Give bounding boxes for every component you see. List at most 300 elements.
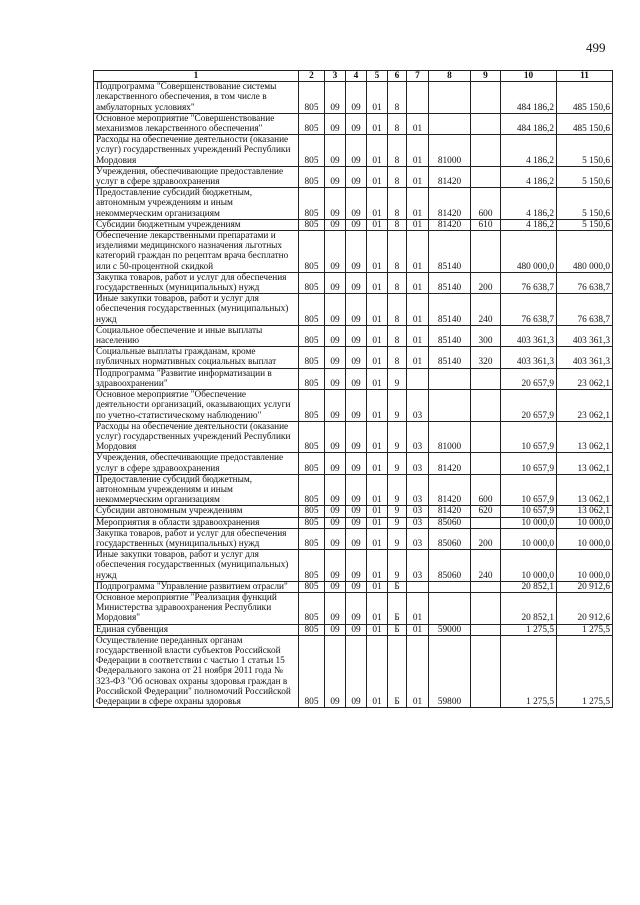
code-direction-cell: 81420	[429, 453, 471, 474]
item-name-cell: Подпрограмма "Развитие информатизации в здравоохранении"	[94, 368, 299, 389]
code-expense-type-cell	[471, 635, 501, 707]
item-name-cell: Учреждения, обеспечивающие предоставление услуг в сфере здравоохранения	[94, 453, 299, 474]
code-measure-cell: 03	[407, 421, 429, 453]
code-program-cell: 01	[367, 624, 388, 635]
amount-year-2-cell: 485 150,6	[557, 113, 613, 134]
table-row	[94, 347, 613, 368]
item-name-cell: Основное мероприятие "Совершенствование механизмов лекарственного обеспечения"	[94, 113, 299, 134]
code-ministry-cell: 805	[299, 166, 325, 187]
code-program-cell: 01	[367, 550, 388, 582]
code-measure-cell: 01	[407, 231, 429, 273]
code-measure-cell: 01	[407, 635, 429, 707]
table-row	[94, 113, 613, 134]
page-number: 499	[586, 40, 606, 55]
amount-year-2-cell: 23 062,1	[557, 368, 613, 389]
code-expense-type-cell	[471, 592, 501, 624]
table-row	[94, 550, 613, 582]
amount-year-2-cell: 1 275,5	[557, 624, 613, 635]
amount-year-2-cell: 10 000,0	[557, 550, 613, 582]
code-subsection-cell: 09	[346, 325, 367, 346]
code-section-cell: 09	[325, 325, 346, 346]
code-ministry-cell: 805	[299, 390, 325, 422]
column-header: 7	[407, 71, 429, 82]
code-program-cell: 01	[367, 325, 388, 346]
item-name-cell: Подпрограмма "Совершенствование системы лекарственного обеспечения, в том числе в амбулаторных условиях"	[94, 82, 299, 114]
code-subprogram-cell: 9	[388, 421, 407, 453]
code-expense-type-cell	[471, 113, 501, 134]
table-row	[94, 453, 613, 474]
code-subprogram-cell: Б	[388, 592, 407, 624]
code-ministry-cell: 805	[299, 231, 325, 273]
amount-year-1-cell: 20 657,9	[501, 390, 557, 422]
amount-year-2-cell: 403 361,3	[557, 347, 613, 368]
code-expense-type-cell	[471, 390, 501, 422]
code-measure-cell: 01	[407, 325, 429, 346]
column-header: 11	[557, 71, 613, 82]
column-header: 4	[346, 71, 367, 82]
amount-year-2-cell: 10 000,0	[557, 517, 613, 528]
code-section-cell: 09	[325, 231, 346, 273]
amount-year-1-cell: 10 657,9	[501, 453, 557, 474]
code-section-cell: 09	[325, 592, 346, 624]
column-header: 5	[367, 71, 388, 82]
item-name-cell: Обеспечение лекарственными препаратами и изделиями медицинского назначения льготных категорий граждан по рецептам врача бесплатно или с 50-процентной скидкой	[94, 231, 299, 273]
code-section-cell: 09	[325, 474, 346, 506]
code-program-cell: 01	[367, 347, 388, 368]
code-expense-type-cell: 620	[471, 506, 501, 517]
code-subsection-cell: 09	[346, 188, 367, 220]
code-section-cell: 09	[325, 166, 346, 187]
code-direction-cell	[429, 592, 471, 624]
item-name-cell: Закупка товаров, работ и услуг для обеспечения государственных (муниципальных) нужд	[94, 528, 299, 549]
code-program-cell: 01	[367, 113, 388, 134]
amount-year-1-cell: 1 275,5	[501, 624, 557, 635]
code-subsection-cell: 09	[346, 166, 367, 187]
code-measure-cell: 03	[407, 517, 429, 528]
code-direction-cell: 85140	[429, 347, 471, 368]
table-row	[94, 635, 613, 707]
amount-year-2-cell: 480 000,0	[557, 231, 613, 273]
amount-year-1-cell: 403 361,3	[501, 325, 557, 346]
table-row	[94, 506, 613, 517]
code-subprogram-cell: 9	[388, 453, 407, 474]
code-direction-cell: 85060	[429, 528, 471, 549]
code-program-cell: 01	[367, 135, 388, 167]
code-subsection-cell: 09	[346, 421, 367, 453]
code-subprogram-cell: 9	[388, 550, 407, 582]
item-name-cell: Субсидии автономным учреждениям	[94, 506, 299, 517]
amount-year-1-cell: 10 657,9	[501, 421, 557, 453]
amount-year-2-cell: 403 361,3	[557, 325, 613, 346]
code-section-cell: 09	[325, 294, 346, 326]
code-subsection-cell: 09	[346, 474, 367, 506]
item-name-cell: Иные закупки товаров, работ и услуг для обеспечения государственных (муниципальных) нужд	[94, 294, 299, 326]
code-direction-cell: 85140	[429, 231, 471, 273]
code-measure-cell: 01	[407, 294, 429, 326]
item-name-cell: Единая субвенция	[94, 624, 299, 635]
code-direction-cell	[429, 390, 471, 422]
code-subprogram-cell: 8	[388, 113, 407, 134]
code-measure-cell: 01	[407, 113, 429, 134]
code-program-cell: 01	[367, 506, 388, 517]
code-program-cell: 01	[367, 592, 388, 624]
code-program-cell: 01	[367, 528, 388, 549]
amount-year-2-cell: 5 150,6	[557, 135, 613, 167]
code-measure-cell: 03	[407, 453, 429, 474]
amount-year-1-cell: 10 657,9	[501, 506, 557, 517]
code-subprogram-cell: Б	[388, 635, 407, 707]
code-direction-cell: 81000	[429, 421, 471, 453]
code-section-cell: 09	[325, 624, 346, 635]
table-header-row	[94, 71, 613, 82]
code-ministry-cell: 805	[299, 550, 325, 582]
code-direction-cell: 81420	[429, 219, 471, 230]
amount-year-2-cell: 76 638,7	[557, 294, 613, 326]
code-expense-type-cell	[471, 231, 501, 273]
code-measure-cell: 01	[407, 592, 429, 624]
code-program-cell: 01	[367, 517, 388, 528]
amount-year-2-cell: 76 638,7	[557, 272, 613, 293]
code-measure-cell	[407, 581, 429, 592]
column-header: 2	[299, 71, 325, 82]
table-row	[94, 219, 613, 230]
code-ministry-cell: 805	[299, 592, 325, 624]
amount-year-2-cell: 485 150,6	[557, 82, 613, 114]
table-row	[94, 528, 613, 549]
code-direction-cell: 85060	[429, 517, 471, 528]
code-direction-cell: 81420	[429, 474, 471, 506]
code-ministry-cell: 805	[299, 113, 325, 134]
amount-year-1-cell: 10 000,0	[501, 517, 557, 528]
code-measure-cell: 03	[407, 550, 429, 582]
code-direction-cell: 81000	[429, 135, 471, 167]
code-program-cell: 01	[367, 272, 388, 293]
code-expense-type-cell	[471, 135, 501, 167]
code-direction-cell: 85140	[429, 325, 471, 346]
code-program-cell: 01	[367, 581, 388, 592]
code-subsection-cell: 09	[346, 82, 367, 114]
amount-year-1-cell: 4 186,2	[501, 166, 557, 187]
code-section-cell: 09	[325, 272, 346, 293]
code-measure-cell: 01	[407, 166, 429, 187]
item-name-cell: Учреждения, обеспечивающие предоставление услуг в сфере здравоохранения	[94, 166, 299, 187]
code-section-cell: 09	[325, 219, 346, 230]
code-subprogram-cell: 8	[388, 347, 407, 368]
code-measure-cell: 03	[407, 506, 429, 517]
code-program-cell: 01	[367, 474, 388, 506]
code-expense-type-cell: 610	[471, 219, 501, 230]
code-subsection-cell: 09	[346, 528, 367, 549]
amount-year-2-cell: 13 062,1	[557, 453, 613, 474]
table-row	[94, 517, 613, 528]
code-ministry-cell: 805	[299, 624, 325, 635]
item-name-cell: Основное мероприятие "Реализация функций Министерства здравоохранения Республики Мордовия"	[94, 592, 299, 624]
amount-year-1-cell: 76 638,7	[501, 294, 557, 326]
code-expense-type-cell: 320	[471, 347, 501, 368]
amount-year-1-cell: 4 186,2	[501, 188, 557, 220]
code-direction-cell	[429, 368, 471, 389]
code-subprogram-cell: Б	[388, 581, 407, 592]
code-ministry-cell: 805	[299, 82, 325, 114]
code-measure-cell: 01	[407, 272, 429, 293]
code-program-cell: 01	[367, 294, 388, 326]
code-ministry-cell: 805	[299, 474, 325, 506]
code-expense-type-cell: 300	[471, 325, 501, 346]
code-subsection-cell: 09	[346, 517, 367, 528]
code-measure-cell: 03	[407, 390, 429, 422]
item-name-cell: Основное мероприятие "Обеспечение деятельности организаций, оказывающих услуги по учетно-статистическому наблюдению"	[94, 390, 299, 422]
code-section-cell: 09	[325, 188, 346, 220]
code-expense-type-cell: 600	[471, 188, 501, 220]
table-row	[94, 368, 613, 389]
amount-year-1-cell: 20 852,1	[501, 592, 557, 624]
code-expense-type-cell	[471, 624, 501, 635]
code-subsection-cell: 09	[346, 347, 367, 368]
code-subprogram-cell: Б	[388, 624, 407, 635]
amount-year-1-cell: 480 000,0	[501, 231, 557, 273]
code-expense-type-cell: 240	[471, 294, 501, 326]
code-subprogram-cell: 9	[388, 517, 407, 528]
code-expense-type-cell	[471, 517, 501, 528]
code-ministry-cell: 805	[299, 272, 325, 293]
code-subsection-cell: 09	[346, 390, 367, 422]
code-subprogram-cell: 9	[388, 368, 407, 389]
code-ministry-cell: 805	[299, 581, 325, 592]
item-name-cell: Социальные выплаты гражданам, кроме публичных нормативных социальных выплат	[94, 347, 299, 368]
column-header: 6	[388, 71, 407, 82]
code-subsection-cell: 09	[346, 368, 367, 389]
code-subprogram-cell: 9	[388, 528, 407, 549]
amount-year-2-cell: 10 000,0	[557, 528, 613, 549]
table-row	[94, 82, 613, 114]
code-expense-type-cell	[471, 166, 501, 187]
table-body	[94, 82, 613, 708]
table-row	[94, 272, 613, 293]
amount-year-2-cell: 20 912,6	[557, 581, 613, 592]
code-measure-cell: 03	[407, 474, 429, 506]
code-expense-type-cell	[471, 82, 501, 114]
amount-year-1-cell: 484 186,2	[501, 113, 557, 134]
code-direction-cell	[429, 113, 471, 134]
code-ministry-cell: 805	[299, 517, 325, 528]
code-subprogram-cell: 8	[388, 166, 407, 187]
code-subprogram-cell: 8	[388, 272, 407, 293]
code-measure-cell	[407, 82, 429, 114]
code-measure-cell: 01	[407, 219, 429, 230]
item-name-cell: Социальное обеспечение и иные выплаты населению	[94, 325, 299, 346]
code-subsection-cell: 09	[346, 635, 367, 707]
code-ministry-cell: 805	[299, 635, 325, 707]
code-ministry-cell: 805	[299, 368, 325, 389]
code-subsection-cell: 09	[346, 581, 367, 592]
budget-table	[93, 70, 613, 708]
code-ministry-cell: 805	[299, 135, 325, 167]
code-section-cell: 09	[325, 421, 346, 453]
code-expense-type-cell	[471, 581, 501, 592]
code-section-cell: 09	[325, 581, 346, 592]
code-subprogram-cell: 8	[388, 325, 407, 346]
code-measure-cell	[407, 368, 429, 389]
code-subprogram-cell: 8	[388, 294, 407, 326]
amount-year-1-cell: 20 657,9	[501, 368, 557, 389]
code-direction-cell: 59800	[429, 635, 471, 707]
code-measure-cell: 01	[407, 135, 429, 167]
amount-year-1-cell: 10 000,0	[501, 550, 557, 582]
code-measure-cell: 01	[407, 188, 429, 220]
code-subprogram-cell: 8	[388, 219, 407, 230]
amount-year-2-cell: 13 062,1	[557, 506, 613, 517]
code-program-cell: 01	[367, 82, 388, 114]
code-subsection-cell: 09	[346, 506, 367, 517]
code-program-cell: 01	[367, 231, 388, 273]
code-measure-cell: 01	[407, 624, 429, 635]
code-subsection-cell: 09	[346, 135, 367, 167]
code-subsection-cell: 09	[346, 592, 367, 624]
item-name-cell: Расходы на обеспечение деятельности (оказание услуг) государственных учреждений Республики Мордовия	[94, 135, 299, 167]
code-section-cell: 09	[325, 135, 346, 167]
amount-year-2-cell: 13 062,1	[557, 474, 613, 506]
table-row	[94, 624, 613, 635]
amount-year-1-cell: 10 000,0	[501, 528, 557, 549]
amount-year-1-cell: 20 852,1	[501, 581, 557, 592]
amount-year-1-cell: 10 657,9	[501, 474, 557, 506]
table-row	[94, 231, 613, 273]
column-header: 1	[94, 71, 299, 82]
code-ministry-cell: 805	[299, 421, 325, 453]
code-program-cell: 01	[367, 421, 388, 453]
code-section-cell: 09	[325, 528, 346, 549]
item-name-cell: Подпрограмма "Управление развитием отрасли"	[94, 581, 299, 592]
column-header: 9	[471, 71, 501, 82]
amount-year-1-cell: 4 186,2	[501, 135, 557, 167]
table-row	[94, 474, 613, 506]
code-program-cell: 01	[367, 219, 388, 230]
amount-year-2-cell: 13 062,1	[557, 421, 613, 453]
item-name-cell: Предоставление субсидий бюджетным, автономным учреждениям и иным некоммерческим организациям	[94, 188, 299, 220]
table-row	[94, 325, 613, 346]
amount-year-2-cell: 1 275,5	[557, 635, 613, 707]
code-direction-cell: 85140	[429, 294, 471, 326]
table-row	[94, 390, 613, 422]
code-subprogram-cell: 9	[388, 474, 407, 506]
code-section-cell: 09	[325, 635, 346, 707]
code-subsection-cell: 09	[346, 550, 367, 582]
code-section-cell: 09	[325, 506, 346, 517]
code-expense-type-cell: 600	[471, 474, 501, 506]
code-subsection-cell: 09	[346, 231, 367, 273]
code-subsection-cell: 09	[346, 113, 367, 134]
amount-year-2-cell: 20 912,6	[557, 592, 613, 624]
column-header: 8	[429, 71, 471, 82]
amount-year-2-cell: 5 150,6	[557, 166, 613, 187]
code-subprogram-cell: 9	[388, 390, 407, 422]
amount-year-2-cell: 5 150,6	[557, 188, 613, 220]
code-section-cell: 09	[325, 347, 346, 368]
table-row	[94, 592, 613, 624]
item-name-cell: Иные закупки товаров, работ и услуг для обеспечения государственных (муниципальных) нужд	[94, 550, 299, 582]
code-ministry-cell: 805	[299, 325, 325, 346]
code-subsection-cell: 09	[346, 272, 367, 293]
table-row	[94, 421, 613, 453]
code-direction-cell: 81420	[429, 166, 471, 187]
code-section-cell: 09	[325, 82, 346, 114]
column-header: 3	[325, 71, 346, 82]
code-ministry-cell: 805	[299, 188, 325, 220]
code-subsection-cell: 09	[346, 624, 367, 635]
code-direction-cell: 81420	[429, 506, 471, 517]
code-program-cell: 01	[367, 368, 388, 389]
code-measure-cell: 01	[407, 347, 429, 368]
code-direction-cell: 81420	[429, 188, 471, 220]
code-subprogram-cell: 8	[388, 231, 407, 273]
code-subsection-cell: 09	[346, 219, 367, 230]
code-section-cell: 09	[325, 517, 346, 528]
code-program-cell: 01	[367, 390, 388, 422]
item-name-cell: Субсидии бюджетным учреждениям	[94, 219, 299, 230]
code-ministry-cell: 805	[299, 528, 325, 549]
code-section-cell: 09	[325, 368, 346, 389]
code-program-cell: 01	[367, 188, 388, 220]
code-ministry-cell: 805	[299, 219, 325, 230]
code-subsection-cell: 09	[346, 294, 367, 326]
code-ministry-cell: 805	[299, 347, 325, 368]
table-row	[94, 294, 613, 326]
code-expense-type-cell	[471, 368, 501, 389]
table-row	[94, 135, 613, 167]
amount-year-1-cell: 76 638,7	[501, 272, 557, 293]
code-ministry-cell: 805	[299, 294, 325, 326]
code-subprogram-cell: 8	[388, 135, 407, 167]
table-row	[94, 581, 613, 592]
code-expense-type-cell: 200	[471, 528, 501, 549]
code-subprogram-cell: 9	[388, 506, 407, 517]
code-expense-type-cell	[471, 421, 501, 453]
code-measure-cell: 03	[407, 528, 429, 549]
item-name-cell: Предоставление субсидий бюджетным, автономным учреждениям и иным некоммерческим организациям	[94, 474, 299, 506]
code-expense-type-cell: 200	[471, 272, 501, 293]
table-row	[94, 188, 613, 220]
code-direction-cell: 59000	[429, 624, 471, 635]
column-header: 10	[501, 71, 557, 82]
code-section-cell: 09	[325, 550, 346, 582]
code-program-cell: 01	[367, 453, 388, 474]
item-name-cell: Осуществление переданных органам государственной власти субъектов Российской Федерации в соответствии с частью 1 статьи 15 Федерального закона от 21 ноября 2011 года № 323-ФЗ "Об основах охраны здоровья граждан в Российской Федерации" полномочий Российской Федерации в сфере охраны здоровья	[94, 635, 299, 707]
code-direction-cell: 85060	[429, 550, 471, 582]
table-row	[94, 166, 613, 187]
code-subprogram-cell: 8	[388, 188, 407, 220]
code-section-cell: 09	[325, 113, 346, 134]
code-direction-cell	[429, 82, 471, 114]
item-name-cell: Мероприятия в области здравоохранения	[94, 517, 299, 528]
amount-year-1-cell: 4 186,2	[501, 219, 557, 230]
code-subsection-cell: 09	[346, 453, 367, 474]
code-direction-cell	[429, 581, 471, 592]
code-ministry-cell: 805	[299, 506, 325, 517]
code-section-cell: 09	[325, 453, 346, 474]
code-expense-type-cell	[471, 453, 501, 474]
code-program-cell: 01	[367, 166, 388, 187]
amount-year-2-cell: 5 150,6	[557, 219, 613, 230]
code-ministry-cell: 805	[299, 453, 325, 474]
code-program-cell: 01	[367, 635, 388, 707]
item-name-cell: Закупка товаров, работ и услуг для обеспечения государственных (муниципальных) нужд	[94, 272, 299, 293]
code-subprogram-cell: 8	[388, 82, 407, 114]
amount-year-1-cell: 484 186,2	[501, 82, 557, 114]
amount-year-1-cell: 1 275,5	[501, 635, 557, 707]
code-direction-cell: 85140	[429, 272, 471, 293]
code-section-cell: 09	[325, 390, 346, 422]
amount-year-1-cell: 403 361,3	[501, 347, 557, 368]
